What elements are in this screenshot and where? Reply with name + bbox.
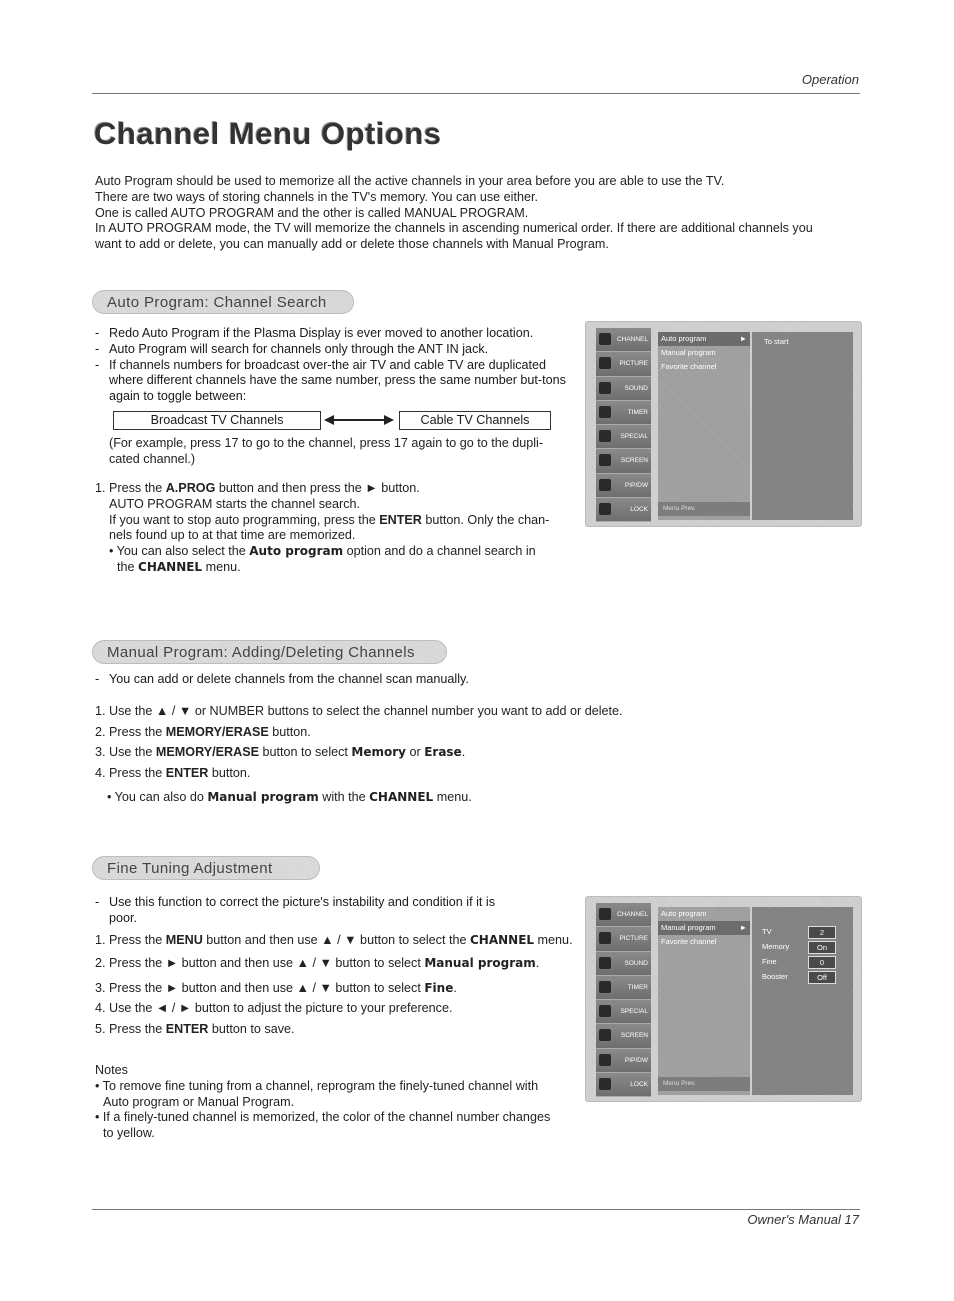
auto-step1: 1. Press the A.PROG button and then press the ► button. AUTO PROGRAM starts the channel search. If you want to stop auto programming, press the ENTER button. Only the chan- nels found up to at that time are memorized. • You can also select the Auto program option and do a channel search in the CHANNEL menu. [95,481,550,574]
osd-side-item: SOUND [596,377,651,401]
osd-side-item: SCREEN [596,1024,651,1048]
fine-bullet: - Use this function to correct the picture's instability and condition if it is poor. [95,895,495,925]
osd-right-panel [752,332,853,520]
osd-footer: Menu Prev. [658,1077,750,1091]
osd-side-item: PICTURE [596,927,651,951]
osd-side-item: CHANNEL [596,903,651,927]
cable-box: Cable TV Channels [399,411,551,430]
osd-label: Booster [762,972,788,981]
osd-side-item: SPECIAL [596,425,651,449]
footer-rule [92,1209,860,1210]
bullet-text: Auto Program will search for channels only through the ANT IN jack. [109,341,489,356]
toggle-arrow [326,419,392,421]
osd-side-item: SOUND [596,952,651,976]
osd-side-item: LOCK [596,1073,651,1097]
manual-program-heading: Manual Program: Adding/Deleting Channels [92,640,447,664]
manual-steps: 1. Use the ▲ / ▼ or NUMBER buttons to select the channel number you want to add or delete. 2. Press the MEMORY/ERASE button. 3. Use the MEMORY/ERASE button to select Memory or Erase. 4. Press the ENTER button. • You can also do Manual program with the CHANNEL menu. [95,704,623,805]
osd-auto-program [585,321,862,527]
osd-mid-menu [658,332,750,520]
osd-label: TV [762,927,772,936]
osd-menu-item: Auto program [661,909,707,918]
osd-value: 0 [808,956,836,969]
osd-side-item: TIMER [596,976,651,1000]
osd-side-item: SPECIAL [596,1000,651,1024]
osd-value: 2 [808,926,836,939]
section-header: Operation [801,72,859,87]
bullet-text: Redo Auto Program if the Plasma Display is ever moved to another location. [109,326,534,340]
osd-menu-item: Manual program ► [658,921,750,935]
osd-side-item: PICTURE [596,352,651,376]
osd-label: Fine [762,957,777,966]
intro [95,174,865,253]
osd-label: Memory [762,942,790,951]
fine-tuning-heading: Fine Tuning Adjustment [92,856,320,880]
intro-line: Auto Program should be used to memorize all the active channels in your area before you are able to use the TV. [95,174,725,188]
osd-menu-item: Manual program [661,348,716,357]
auto-bullets: - Redo Auto Program if the Plasma Display is ever moved to another location. - Auto Program will search for channels only through the ANT IN jack. - If channels numbers for broadcast over-the air TV and cable TV are duplicated where different channels have the same number, press the same number but-tons again to toggle between: [95,326,575,405]
broadcast-box: Broadcast TV Channels [113,411,321,430]
osd-mid-menu [658,907,750,1095]
notes-title: Notes [95,1063,128,1077]
footer-text: Owner's Manual 17 [747,1212,859,1227]
osd-side-item: CHANNEL [596,328,651,352]
osd-side-item: PIP/DW [596,474,651,498]
osd-label: To start [764,337,789,346]
osd-side-item: TIMER [596,401,651,425]
fine-notes: Notes • To remove fine tuning from a channel, reprogram the finely-tuned channel with Auto program or Manual Program. • If a finely-tuned channel is memorized, the color of the channel number changes to yellow. [95,1063,585,1142]
intro-line: There are two ways of storing channels in the TV's memory. You can use either. [95,189,538,204]
osd-side-menu [596,328,651,520]
fine-steps: 1. Press the MENU button and then use ▲ / ▼ button to select the CHANNEL menu. 2. Press the ► button and then use ▲ / ▼ button to select Manual program. 3. Press the ► button and then use ▲ / ▼ button to select Fine. 4. Use the ◄ / ► button to adjust the picture to your preference. 5. Press the ENTER button to save. [95,933,573,1036]
auto-example: (For example, press 17 to go to the channel, press 17 again to go to the dupli-cated channel.) [109,436,544,466]
header-rule [92,93,860,94]
page-title: Channel Menu Options [94,116,442,151]
intro-line: One is called AUTO PROGRAM and the other is called MANUAL PROGRAM. [95,205,529,220]
manual-bullet: - You can add or delete channels from the channel scan manually. [95,672,469,686]
osd-side-item: PIP/DW [596,1049,651,1073]
osd-menu-item: Auto program ► [658,332,750,346]
bullet-text: If channels numbers for broadcast over-the air TV and cable TV are duplicated where different channels have the same number, press the same number but-tons again to toggle between: [109,357,566,404]
osd-menu-item: Favorite channel [661,362,717,371]
intro-line: want to add or delete, you can manually add or delete those channels with Manual Program. [95,237,609,252]
osd-side-item: SCREEN [596,449,651,473]
osd-right-panel [752,907,853,1095]
osd-menu-item: Favorite channel [661,937,717,946]
osd-value: On [808,941,836,954]
osd-value: Off [808,971,836,984]
intro-line: In AUTO PROGRAM mode, the TV will memorize the channels in ascending numerical order. If there are additional channels you [95,221,813,236]
osd-side-menu [596,903,651,1095]
auto-program-heading: Auto Program: Channel Search [92,290,354,314]
osd-footer: Menu Prev. [658,502,750,516]
osd-side-item: LOCK [596,498,651,522]
osd-fine-tuning [585,896,862,1102]
